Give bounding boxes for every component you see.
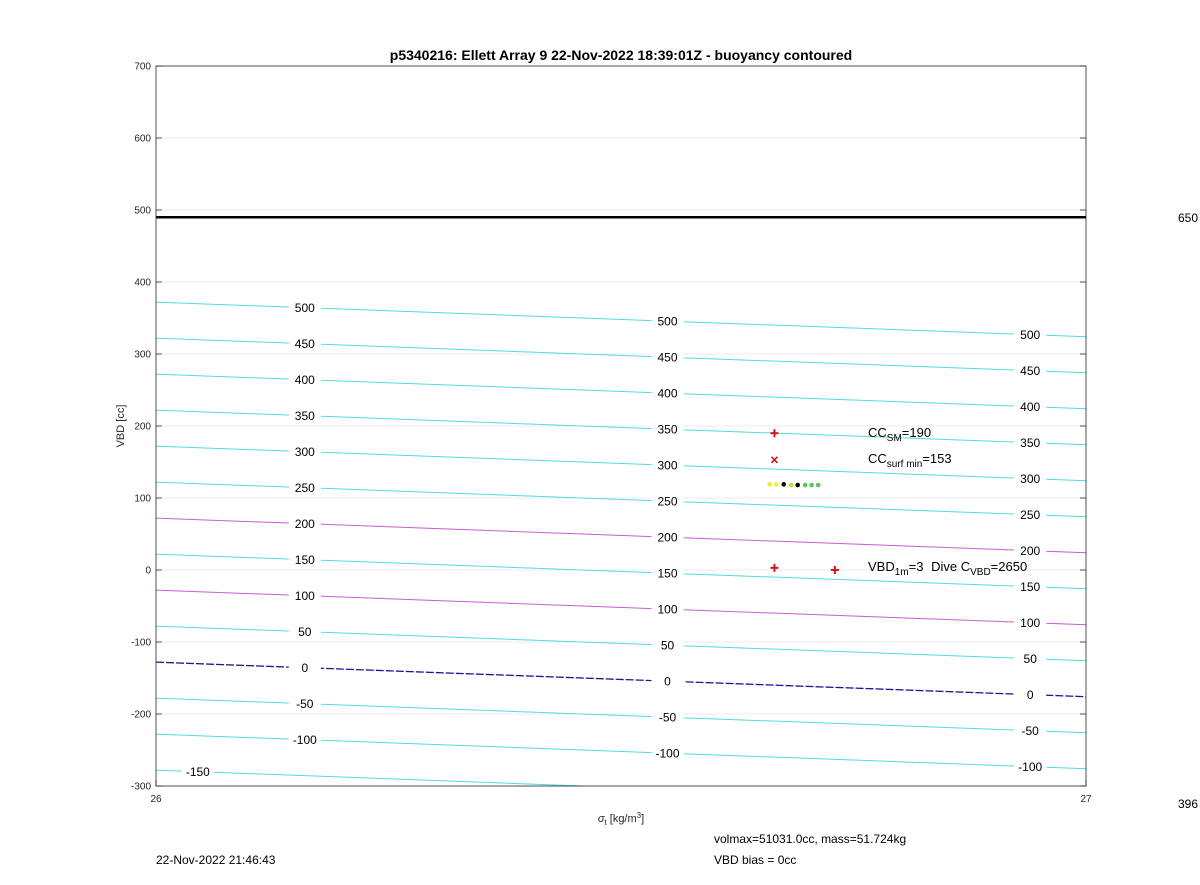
y-tick-label: 100 (134, 493, 151, 505)
contour-label: 50 (660, 638, 675, 653)
dive-point (781, 482, 786, 487)
contour-label: 150 (1020, 580, 1041, 595)
contour-label: 200 (1020, 544, 1041, 559)
contour-label: 450 (1020, 364, 1041, 379)
contour-label: 500 (657, 314, 678, 329)
contour-label: 350 (1020, 436, 1041, 451)
dive-point (795, 483, 800, 488)
contour-label: 100 (294, 589, 315, 604)
contour-label: 50 (298, 625, 312, 640)
contour-label: -50 (658, 710, 677, 725)
right-bottom-label: 396 (1178, 797, 1199, 811)
contour-label: 300 (1020, 472, 1041, 487)
chart-title: p5340216: Ellett Array 9 22-Nov-2022 18:39:01Z - buoyancy contoured (389, 47, 853, 63)
contour-label: -100 (655, 746, 680, 761)
contour-label: 500 (294, 301, 315, 316)
contour-label: 100 (657, 602, 678, 617)
contour-label: 100 (1020, 616, 1041, 631)
annotation-cc-sm: $CC_{SM}=190$ (868, 425, 932, 444)
contour-label: 0 (664, 674, 671, 689)
contour-label: 150 (294, 553, 315, 568)
contour-label: -100 (292, 733, 317, 748)
contour-label: 450 (294, 337, 315, 352)
x-tick-label: 26 (150, 794, 162, 805)
contour-label: -50 (296, 697, 314, 712)
contour-label: -150 (185, 765, 210, 780)
footer-vbd-bias: VBD bias = 0cc (714, 853, 797, 867)
contour-label: 300 (657, 458, 678, 473)
contour-label: 250 (657, 494, 678, 509)
y-tick-label: -300 (130, 781, 151, 793)
y-tick-label: 0 (145, 565, 151, 577)
y-tick-label: -100 (130, 637, 151, 649)
x-tick-label: 27 (1080, 794, 1092, 805)
contour-label: 350 (294, 409, 315, 424)
y-tick-label: 600 (134, 133, 151, 145)
x-axis-label: $\sigma_t$ $[kg/m^3]$ (597, 811, 645, 827)
contour-label: 0 (301, 661, 309, 676)
contour-label: 200 (657, 530, 678, 545)
dive-point (803, 483, 808, 488)
contour-label: 400 (1020, 400, 1041, 415)
y-tick-label: 200 (134, 421, 151, 433)
annotation-dive-c-vbd: Dive C (931, 559, 971, 574)
y-tick-label: -200 (130, 709, 151, 721)
annotation-vbd-1m: $VBD_{1m}=3$ Dive $C_{VBD}=2650$ (868, 559, 1028, 578)
contour-label: 400 (294, 373, 315, 388)
contour-label: 200 (294, 517, 315, 532)
dive-point (816, 483, 821, 488)
dive-point (768, 482, 773, 487)
dive-point (774, 482, 779, 487)
dive-point (809, 483, 814, 488)
contour-label: 350 (657, 422, 678, 437)
contour-label: 500 (1020, 328, 1041, 343)
right-top-label: 650 (1178, 211, 1199, 225)
contour-label: 450 (657, 350, 678, 365)
contour-label: 400 (657, 386, 678, 401)
annotation-cc-surf-min: $CC_{surf min}=153$ (868, 451, 952, 470)
contour-label: 150 (657, 566, 678, 581)
y-tick-label: 300 (134, 349, 151, 361)
contour-label: 0 (1026, 688, 1034, 703)
dive-point (789, 483, 794, 488)
footer-volmax: volmax=51031.0cc, mass=51.724kg (714, 832, 907, 846)
contour-label: -50 (1021, 724, 1039, 739)
y-axis-label: VBD [cc] (115, 404, 127, 448)
contour-label: 250 (294, 481, 315, 496)
y-tick-label: 400 (134, 277, 151, 289)
contour-label: 300 (294, 445, 315, 460)
footer-timestamp: 22-Nov-2022 21:46:43 (156, 853, 276, 867)
contour-label: 50 (1023, 652, 1037, 667)
contour-label: 250 (1020, 508, 1041, 523)
y-tick-label: 500 (134, 205, 151, 217)
contour-label: -100 (1018, 760, 1043, 775)
y-tick-label: 700 (134, 61, 151, 73)
